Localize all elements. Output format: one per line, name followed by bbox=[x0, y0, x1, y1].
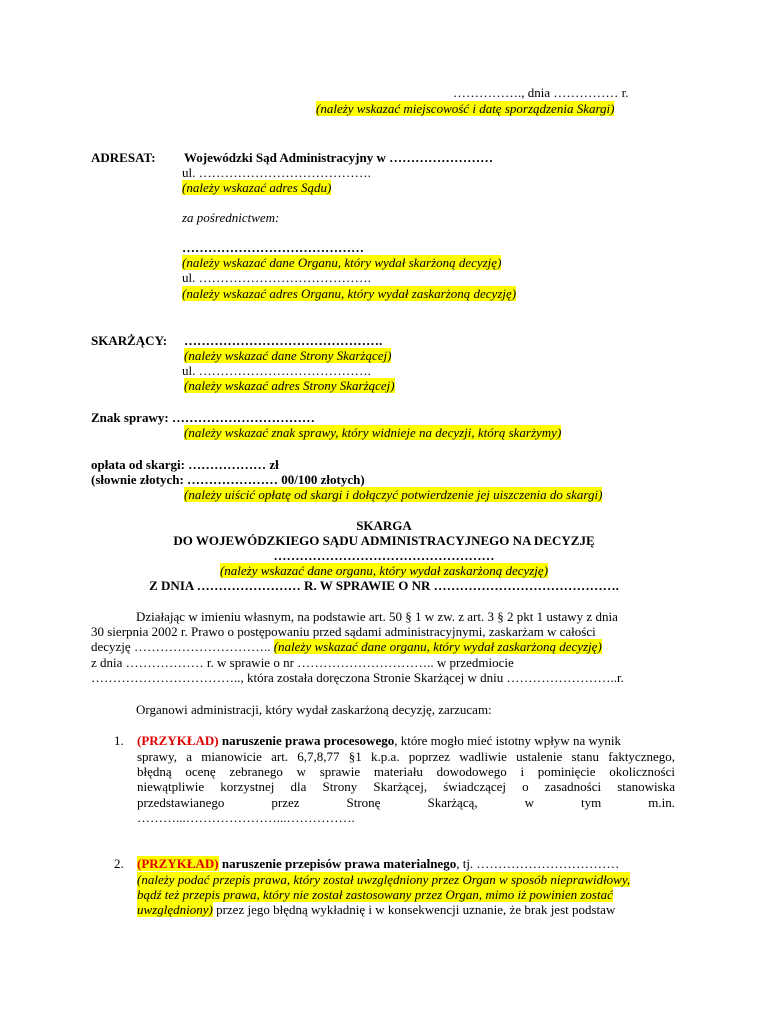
organ-address-hint: (należy wskazać adres Organu, który wydał zaskarżoną decyzję) bbox=[182, 286, 517, 301]
case-number-line: Znak sprawy: …………………………… bbox=[91, 410, 315, 425]
court-address-hint: (należy wskazać adres Sądu) bbox=[182, 180, 332, 195]
body-paragraph-2: Organowi administracji, który wydał zaskarżoną decyzję, zarzucam: bbox=[136, 702, 492, 717]
fee-hint: (należy uiścić opłatę od skargi i dołączyć potwierdzenie jej uiszczenia do skargi) bbox=[184, 487, 603, 502]
decision-dots: …………………………………………… bbox=[273, 548, 495, 563]
fee-line: opłata od skargi: ……………… zł bbox=[91, 457, 279, 472]
place-date-hint: (należy wskazać miejscowość i datę sporządzenia Skargi) bbox=[316, 101, 615, 116]
body-line-1: Działając w imieniu własnym, na podstawie art. 50 § 1 w zw. z art. 3 § 2 pkt 1 ustawy z dnia bbox=[136, 609, 618, 624]
list-item-2-hint-3: uwzględniony) bbox=[137, 902, 213, 917]
list-item-1-line-4: niewątpliwie korzystnej dla Strony Skarżącej, świadczącej o zasadności stanowiska bbox=[137, 779, 675, 794]
body-line-3 bbox=[91, 639, 602, 654]
list-item-2-number: 2. bbox=[114, 856, 124, 871]
body-line-5: …………………………….., która została doręczona Stronie Skarżącej w dniu ……………………..r. bbox=[91, 670, 624, 685]
list-item-2-hint-1: (należy podać przepis prawa, który został uwzględniony przez Organ w sposób nieprawidłowy, bbox=[137, 872, 631, 887]
list-item-1-line-1 bbox=[137, 733, 621, 748]
court-name: Wojewódzki Sąd Administracyjny w …………………… bbox=[184, 150, 494, 165]
body-line-4: z dnia ……………… r. w sprawie o nr ………………………….. w przedmiocie bbox=[91, 655, 514, 670]
fee-words-line: (słownie złotych: ………………… 00/100 złotych) bbox=[91, 472, 365, 487]
list-item-1-line-2: sprawy, a mianowicie art. 6,7,8,77 §1 k.p.a. poprzez wadliwie ustalenie stanu faktycznego, bbox=[137, 749, 675, 764]
via-label: za pośrednictwem: bbox=[182, 210, 280, 225]
example-tag: (PRZYKŁAD) bbox=[137, 733, 219, 748]
list-item-2-heading: naruszenie przepisów prawa materialnego bbox=[221, 856, 457, 871]
decision-hint: (należy wskazać dane organu, który wydał zaskarżoną decyzję) bbox=[219, 563, 549, 578]
organ-dots: …………………………………… bbox=[182, 240, 364, 255]
list-item-1-heading: naruszenie prawa procesowego bbox=[221, 733, 395, 748]
case-number-hint: (należy wskazać znak sprawy, który widnieje na decyzji, którą skarżymy) bbox=[184, 425, 562, 440]
body-line-2: 30 sierpnia 2002 r. Prawo o postępowaniu przed sądami administracyjnymi, zaskarżam w całości bbox=[91, 624, 596, 639]
body-line-3-hint: (należy wskazać dane organu, który wydał zaskarżoną decyzję) bbox=[273, 639, 602, 654]
skarzacy-address-hint: (należy wskazać adres Strony Skarżącej) bbox=[184, 378, 395, 393]
example-tag: (PRZYKŁAD) bbox=[137, 856, 219, 871]
list-item-1-text: , które mogło mieć istotny wpływ na wynik bbox=[394, 733, 621, 748]
decision-date-line: Z DNIA …………………… R. W SPRAWIE O NR ……………………………………. bbox=[149, 578, 619, 593]
list-item-2-line-4 bbox=[137, 902, 615, 917]
list-item-1-line-5: przedstawianego przez Stronę Skarżącą, w tym m.in. bbox=[137, 795, 675, 810]
doc-subtitle: DO WOJEWÓDZKIEGO SĄDU ADMINISTRACYJNEGO NA DECYZJĘ bbox=[173, 533, 595, 548]
doc-title: SKARGA bbox=[356, 518, 412, 533]
list-item-1-line-3: błędną ocenę zebranego w sprawie materiału dowodowego i pominięcie okoliczności bbox=[137, 764, 675, 779]
list-item-2-text-2: przez jego błędną wykładnię i w konsekwencji uznanie, że brak jest podstaw bbox=[212, 902, 616, 917]
list-item-1-number: 1. bbox=[114, 733, 124, 748]
skarzacy-label: SKARŻĄCY: bbox=[91, 333, 168, 348]
organ-hint: (należy wskazać dane Organu, który wydał skarżoną decyzję) bbox=[182, 255, 502, 270]
list-item-2-text: , tj. …………………………… bbox=[456, 856, 620, 871]
place-date-line: ……………., dnia …………… r. bbox=[453, 85, 629, 100]
skarzacy-hint: (należy wskazać dane Strony Skarżącej) bbox=[184, 348, 392, 363]
list-item-2-hint-2: bądź też przepis prawa, który nie został zastosowany przez Organ, mimo iż powinien zostać bbox=[137, 887, 613, 902]
list-item-2-line-1 bbox=[137, 856, 619, 871]
skarzacy-street: ul. …………………………………. bbox=[182, 363, 371, 378]
court-street: ul. …………………………………. bbox=[182, 165, 371, 180]
organ-street: ul. …………………………………. bbox=[182, 270, 371, 285]
list-item-1-line-6: ………...…………………...……………. bbox=[137, 810, 355, 825]
body-line-3-text: decyzję ………………………….. bbox=[91, 639, 271, 654]
adresat-label: ADRESAT: bbox=[91, 150, 156, 165]
skarzacy-dots: ………………………………………. bbox=[184, 333, 383, 348]
